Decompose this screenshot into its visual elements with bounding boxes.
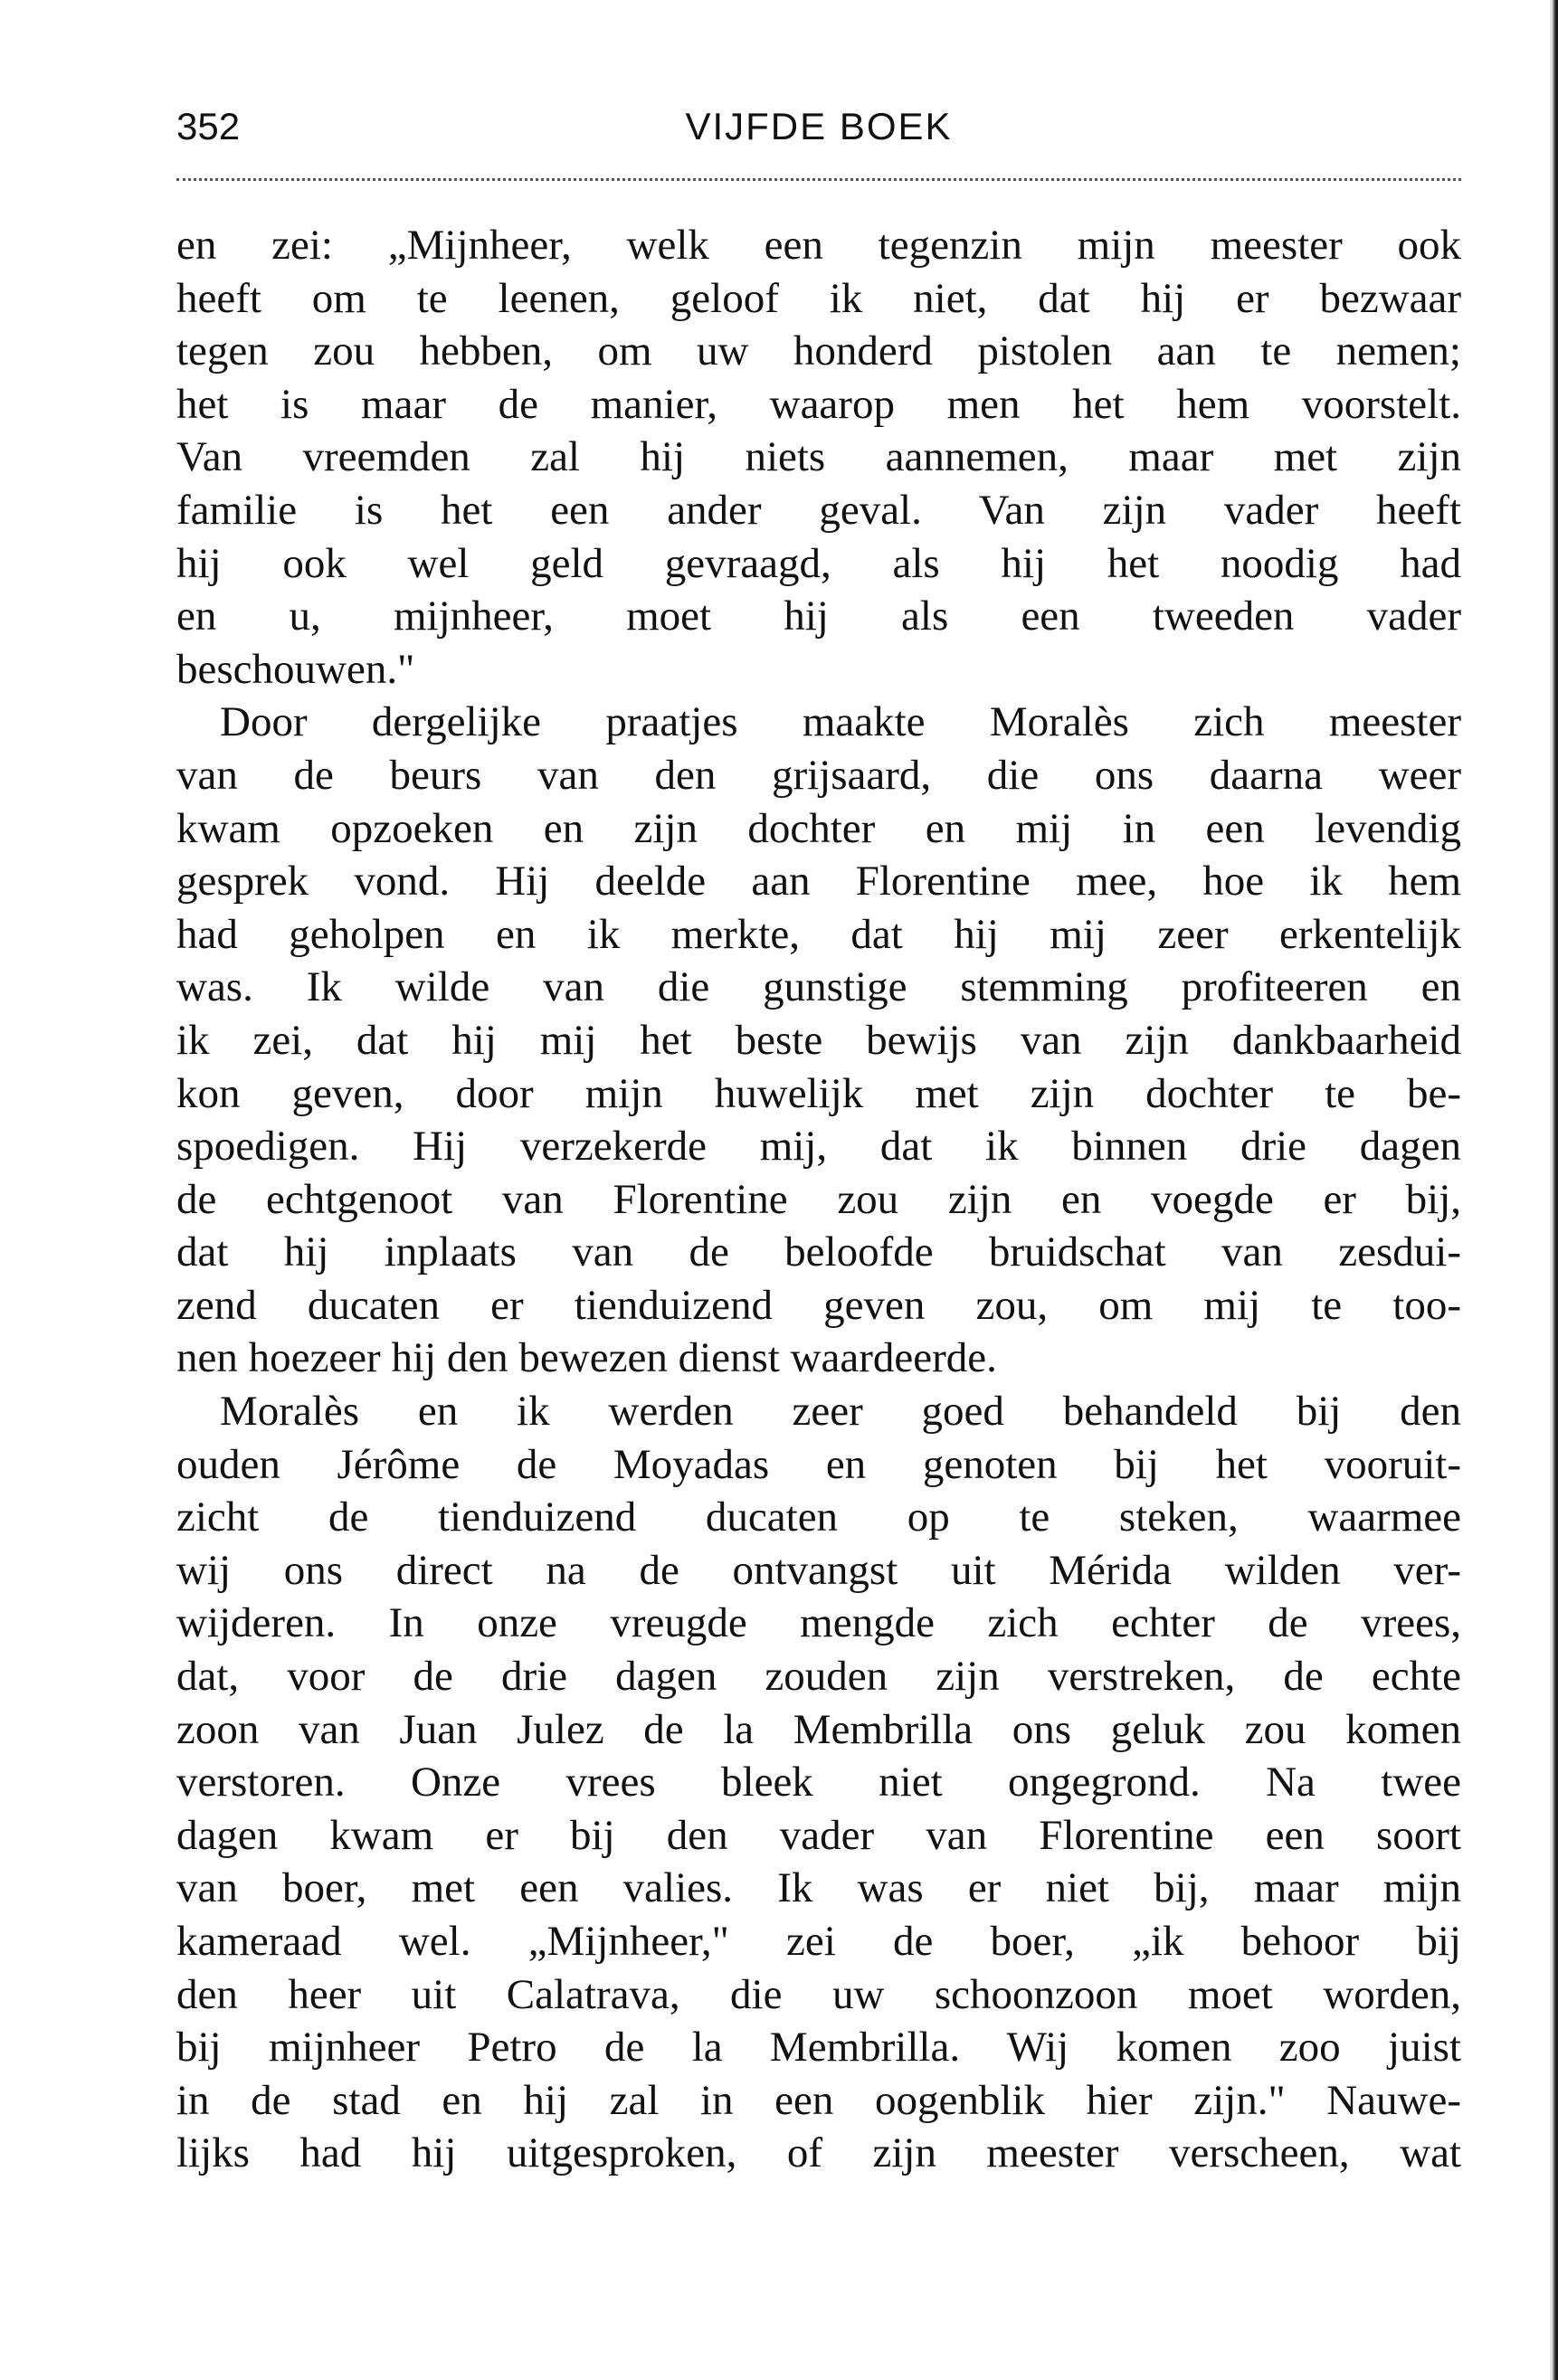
text-line: den heer uit Calatrava, die uw schoonzoon moet worden, xyxy=(176,1970,1461,2018)
text-line: gesprek vond. Hij deelde aan Florentine mee, hoe ik hem xyxy=(176,858,1461,906)
text-line: hij ook wel geld gevraagd, als hij het noodig had xyxy=(176,539,1461,587)
body-text xyxy=(176,219,1461,2180)
text-line: van de beurs van den grijsaard, die ons daarna weer xyxy=(176,751,1461,799)
text-line: ouden Jérôme de Moyadas en genoten bij het vooruit- xyxy=(176,1440,1461,1488)
page-header xyxy=(176,100,1461,163)
text-line: ik zei, dat hij mij het beste bewijs van zijn dankbaarheid xyxy=(176,1016,1461,1064)
header-dotted-rule xyxy=(176,178,1461,181)
page-number: 352 xyxy=(176,105,241,147)
text-line: dagen kwam er bij den vader van Florentine een soort xyxy=(176,1811,1461,1859)
text-line: in de stad en hij zal in een oogenblik hier zijn." Nauwe- xyxy=(176,2076,1461,2124)
text-line: tegen zou hebben, om uw honderd pistolen aan te nemen; xyxy=(176,327,1461,375)
text-line: dat hij inplaats van de beloofde bruidschat van zesdui- xyxy=(176,1228,1461,1276)
text-line: kameraad wel. „Mijnheer," zei de boer, „ik behoor bij xyxy=(176,1918,1461,1965)
text-line: spoedigen. Hij verzekerde mij, dat ik binnen drie dagen xyxy=(176,1123,1461,1171)
text-line: van boer, met een valies. Ik was er niet bij, maar mijn xyxy=(176,1864,1461,1912)
text-line: kwam opzoeken en zijn dochter en mij in een levendig xyxy=(176,804,1461,852)
text-line: kon geven, door mijn huwelijk met zijn dochter te be- xyxy=(176,1069,1461,1117)
text-line: familie is het een ander geval. Van zijn vader heeft xyxy=(176,486,1461,534)
text-line: het is maar de manier, waarop men het hem voorstelt. xyxy=(176,380,1461,428)
text-line: heeft om te leenen, geloof ik niet, dat hij er bezwaar xyxy=(176,274,1461,322)
paragraph-first-line: Moralès en ik werden zeer goed behandeld bij den xyxy=(220,1388,1461,1436)
text-line: had geholpen en ik merkte, dat hij mij zeer erkentelijk xyxy=(176,910,1461,958)
text-line: was. Ik wilde van die gunstige stemming profiteeren en xyxy=(176,963,1461,1011)
page-edge-shadow xyxy=(1549,0,1558,2380)
text-line: verstoren. Onze vrees bleek niet ongegrond. Na twee xyxy=(176,1759,1461,1806)
text-line: zoon van Juan Julez de la Membrilla ons geluk zou komen xyxy=(176,1705,1461,1753)
text-line: dat, voor de drie dagen zouden zijn verstreken, de echte xyxy=(176,1653,1461,1701)
text-line: beschouwen." xyxy=(176,645,415,693)
running-title: VIJFDE BOEK xyxy=(685,105,953,147)
text-line: wij ons direct na de ontvangst uit Mérida wilden ver- xyxy=(176,1546,1461,1594)
text-line: zicht de tienduizend ducaten op te steken, waarmee xyxy=(176,1493,1461,1541)
text-line: bij mijnheer Petro de la Membrilla. Wij komen zoo juist xyxy=(176,2024,1461,2072)
text-line: de echtgenoot van Florentine zou zijn en voegde er bij, xyxy=(176,1175,1461,1223)
text-line: lijks had hij uitgesproken, of zijn meester verscheen, wat xyxy=(176,2129,1461,2177)
text-line: nen hoezeer hij den bewezen dienst waardeerde. xyxy=(176,1334,997,1382)
text-line: Van vreemden zal hij niets aannemen, maar met zijn xyxy=(176,433,1461,481)
text-line: wijderen. In onze vreugde mengde zich echter de vrees, xyxy=(176,1599,1461,1647)
paragraph-first-line: Door dergelijke praatjes maakte Moralès zich meester xyxy=(220,698,1461,746)
text-line: zend ducaten er tienduizend geven zou, om mij te too- xyxy=(176,1281,1461,1329)
text-line: en zei: „Mijnheer, welk een tegenzin mijn meester ook xyxy=(176,222,1461,269)
text-line: en u, mijnheer, moet hij als een tweeden vader xyxy=(176,593,1461,640)
